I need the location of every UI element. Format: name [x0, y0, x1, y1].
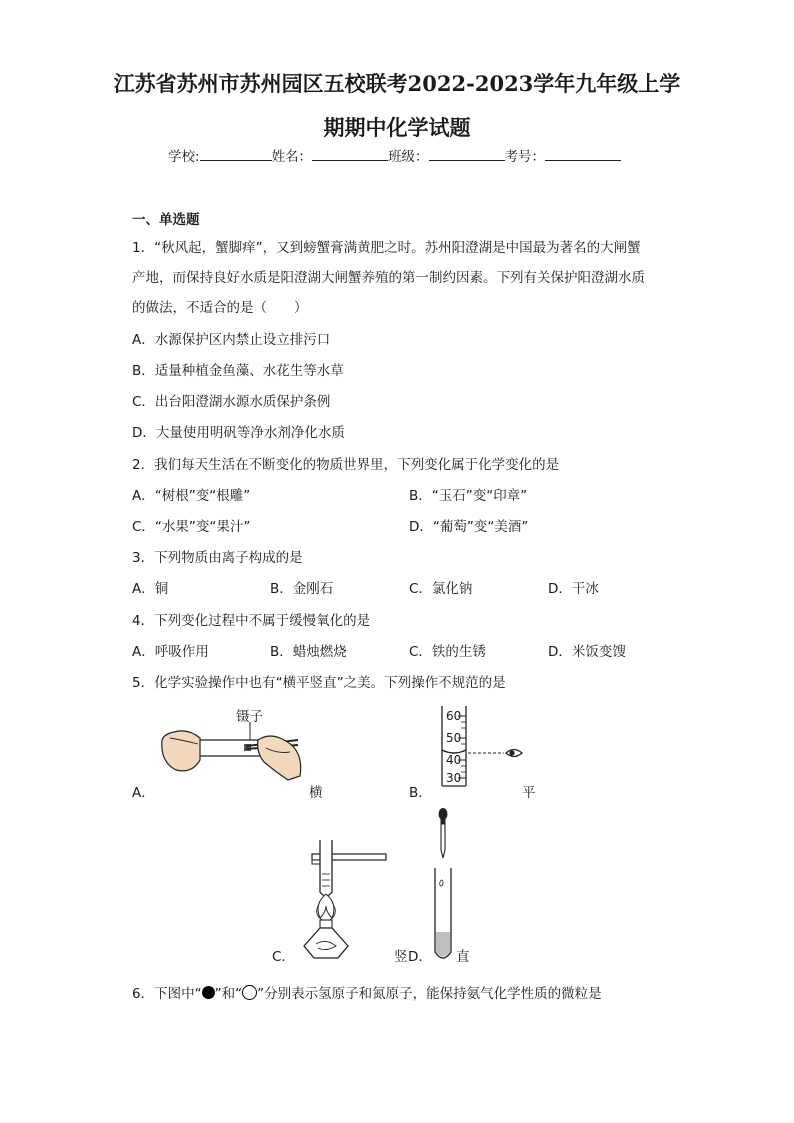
q6-stem-part2: ”和“: [214, 986, 243, 1002]
horizontal-tube-tweezers-figure: [158, 718, 308, 786]
class-label: 班级：: [388, 149, 429, 165]
dropper-test-tube-figure: [430, 806, 456, 964]
q2-option-a[interactable]: A．“树根”变“根雕”: [132, 488, 251, 504]
q6-stem-part3: ”分别表示氢原子和氮原子，能保持氨气化学性质的微粒是: [257, 986, 602, 1002]
q2-option-b[interactable]: B．“玉石”变“印章”: [409, 488, 528, 504]
cylinder-tick-40: 40: [446, 753, 462, 767]
nitrogen-atom-icon: [242, 985, 257, 1000]
hydrogen-atom-icon: [202, 986, 215, 999]
q4-option-a[interactable]: A．呼吸作用: [132, 644, 209, 660]
school-field[interactable]: [200, 147, 272, 161]
cylinder-tick-30: 30: [446, 771, 462, 785]
exam-title-line2: 期期中化学试题: [323, 115, 471, 140]
class-field[interactable]: [429, 147, 505, 161]
q3-option-c[interactable]: C．氯化钠: [409, 581, 473, 597]
q5-figure-d-tag[interactable]: D．: [408, 949, 432, 965]
q5-figure-a-caption: 横: [309, 785, 323, 801]
q5-figure-b-caption: 平: [522, 785, 536, 801]
heated-test-tube-figure: [300, 834, 392, 962]
q3-option-b[interactable]: B．金刚石: [270, 581, 334, 597]
tweezers-callout-label: 镊子: [236, 709, 263, 725]
exam-number-label: 考号：: [504, 149, 546, 165]
q1-option-b[interactable]: B．适量种植金鱼藻、水花生等水草: [132, 363, 344, 379]
q4-option-c[interactable]: C．铁的生锈: [409, 644, 486, 660]
section-heading: 一、单选题: [132, 212, 200, 228]
student-info-line: [168, 145, 621, 165]
name-field[interactable]: [312, 147, 388, 161]
q1-option-d[interactable]: D．大量使用明矾等净水剂净化水质: [132, 425, 345, 441]
q1-option-c[interactable]: C．出台阳澄湖水源水质保护条例: [132, 394, 331, 410]
q2-option-d[interactable]: D．“葡萄”变“美酒”: [409, 519, 529, 535]
school-label: 学校:: [168, 149, 200, 165]
q3-stem: 3．下列物质由离子构成的是: [132, 550, 303, 566]
q1-stem-line2: 产地，而保持良好水质是阳澄湖大闸蟹养殖的第一制约因素。下列有关保护阳澄湖水质: [132, 270, 645, 286]
cylinder-tick-60: 60: [446, 709, 462, 723]
q6-stem: [132, 982, 602, 1002]
q2-option-c[interactable]: C．“水果”变“果汁”: [132, 519, 251, 535]
q5-stem: 5．化学实验操作中也有“横平竖直”之美。下列操作不规范的是: [132, 675, 506, 691]
q5-figure-c-caption: 竖: [394, 949, 408, 965]
name-label: 姓名：: [271, 149, 313, 165]
q3-option-d[interactable]: D．干冰: [548, 581, 599, 597]
q5-figure-b-tag[interactable]: B．: [409, 785, 432, 801]
q1-stem-line1: 1．“秋风起，蟹脚痒”，又到螃蟹膏满黄肥之时。苏州阳澄湖是中国最为著名的大闸蟹: [132, 240, 641, 256]
q2-stem: 2．我们每天生活在不断变化的物质世界里，下列变化属于化学变化的是: [132, 457, 560, 473]
q4-option-d[interactable]: D．米饭变馊: [548, 644, 626, 660]
q1-stem-line3: 的做法，不适合的是（ ）: [132, 300, 308, 316]
q4-option-b[interactable]: B．蜡烛燃烧: [270, 644, 347, 660]
q3-option-a[interactable]: A．铜: [132, 581, 169, 597]
exam-number-field[interactable]: [545, 147, 621, 161]
q1-option-a[interactable]: A．水源保护区内禁止设立排污口: [132, 332, 331, 348]
q4-stem: 4．下列变化过程中不属于缓慢氧化的是: [132, 613, 371, 629]
q5-figure-d-caption: 直: [456, 949, 470, 965]
q5-figure-c-tag[interactable]: C．: [272, 949, 295, 965]
cylinder-tick-50: 50: [446, 731, 462, 745]
q6-stem-part1: 6．下图中“: [132, 986, 202, 1002]
q5-figure-a-tag[interactable]: A．: [132, 785, 155, 801]
exam-title-line1: 江苏省苏州市苏州园区五校联考2022-2023学年九年级上学: [113, 71, 681, 96]
